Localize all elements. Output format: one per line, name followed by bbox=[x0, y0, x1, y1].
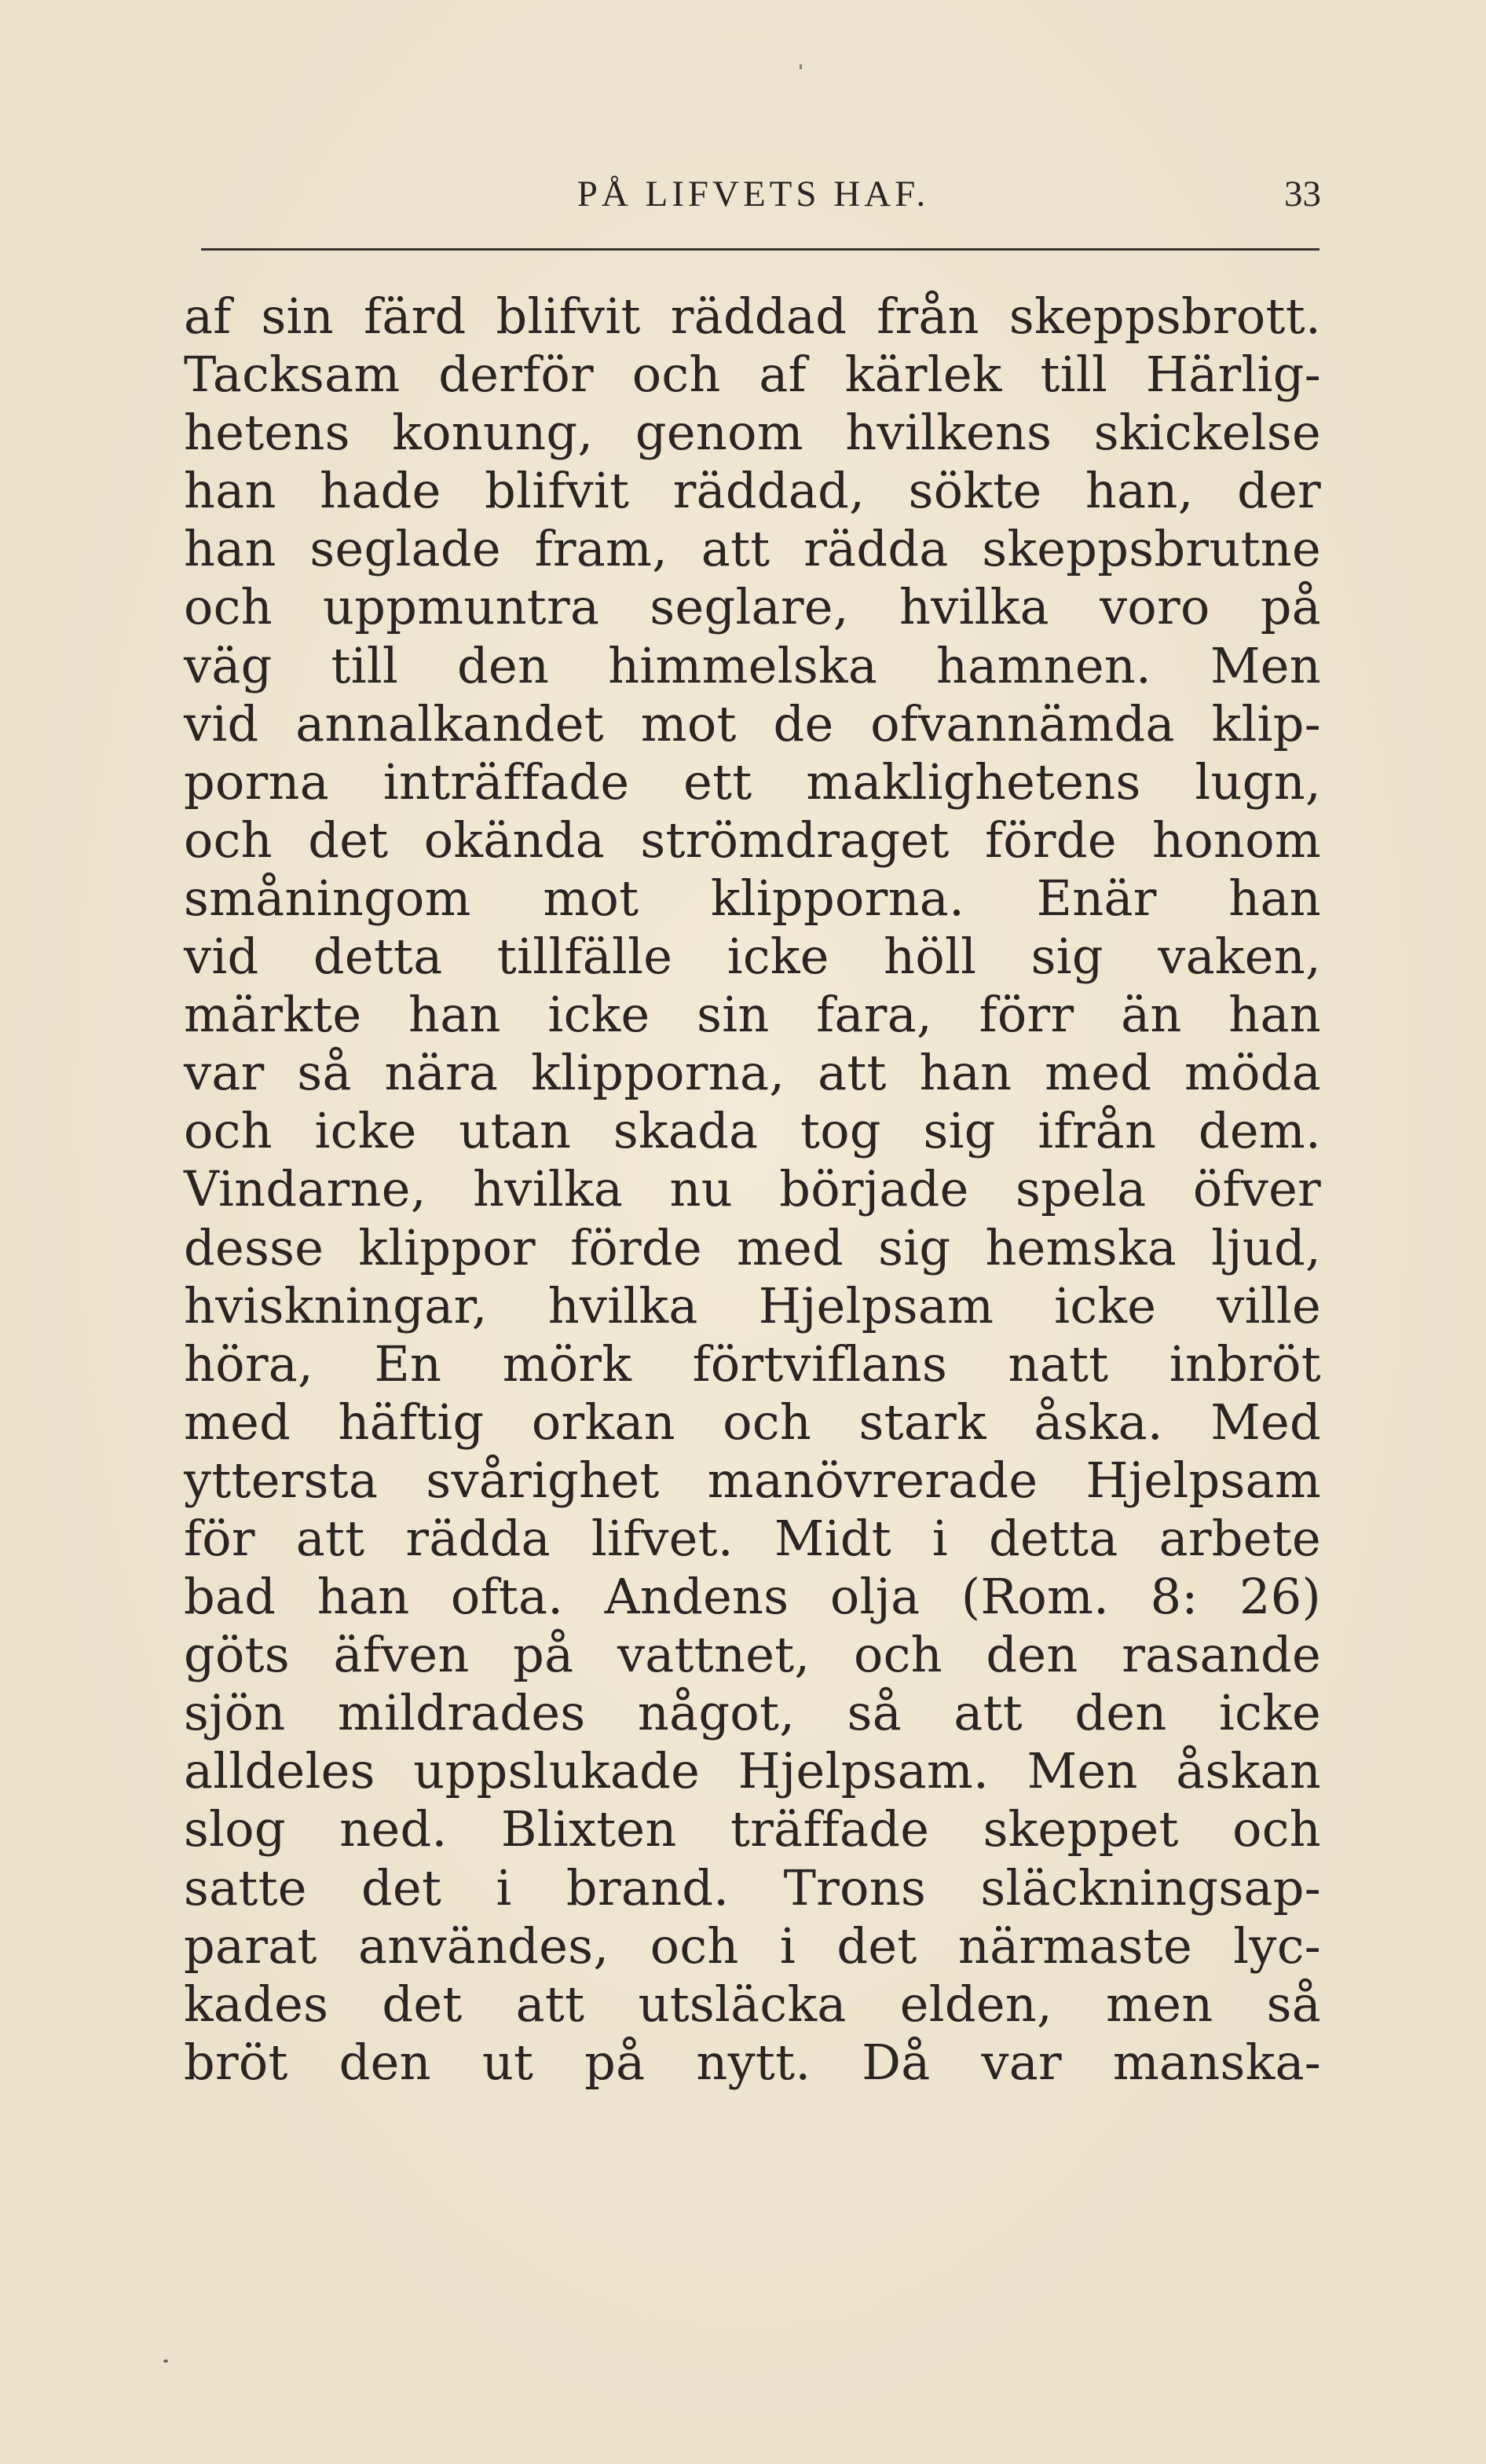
text-line: alldeles uppslukade Hjelpsam. Men åskan bbox=[184, 1742, 1321, 1800]
text-line: märkte han icke sin fara, förr än han bbox=[184, 986, 1321, 1044]
text-line: vid detta tillfälle icke höll sig vaken, bbox=[184, 928, 1321, 986]
header-rule bbox=[201, 248, 1319, 251]
text-line: kades det att utsläcka elden, men så bbox=[184, 1975, 1321, 2033]
text-line: och det okända strömdraget förde honom bbox=[184, 811, 1321, 869]
paper-speck bbox=[800, 64, 802, 69]
text-line: småningom mot klipporna. Enär han bbox=[184, 869, 1321, 927]
text-line: yttersta svårighet manövrerade Hjelpsam bbox=[184, 1451, 1321, 1509]
text-line: med häftig orkan och stark åska. Med bbox=[184, 1393, 1321, 1451]
text-line: han seglade fram, att rädda skeppsbrutne bbox=[184, 520, 1321, 578]
page-header bbox=[185, 167, 1321, 222]
text-line: väg till den himmelska hamnen. Men bbox=[184, 636, 1321, 694]
text-line: hetens konung, genom hvilkens skickelse bbox=[184, 404, 1321, 462]
text-line: han hade blifvit räddad, sökte han, der bbox=[184, 462, 1321, 520]
text-line: bröt den ut på nytt. Då var manska- bbox=[184, 2033, 1321, 2091]
text-line: hviskningar, hvilka Hjelpsam icke ville bbox=[184, 1276, 1321, 1335]
text-line: var så nära klipporna, att han med möda bbox=[184, 1044, 1321, 1102]
text-line: höra, En mörk förtviflans natt inbröt bbox=[184, 1335, 1321, 1393]
text-line: parat användes, och i det närmaste lyc- bbox=[184, 1917, 1321, 1975]
text-line: och icke utan skada tog sig ifrån dem. bbox=[184, 1102, 1321, 1160]
text-line: Tacksam derför och af kärlek till Härlig- bbox=[184, 346, 1321, 404]
text-line: göts äfven på vattnet, och den rasande bbox=[184, 1626, 1321, 1684]
paper-speck bbox=[163, 2360, 168, 2363]
text-line: satte det i brand. Trons släckningsap- bbox=[184, 1858, 1321, 1917]
body-text bbox=[184, 287, 1321, 2092]
text-line: slog ned. Blixten träffade skeppet och bbox=[184, 1800, 1321, 1858]
text-line: vid annalkandet mot de ofvannämda klip- bbox=[184, 694, 1321, 752]
running-title: PÅ LIFVETS HAF. bbox=[576, 174, 930, 214]
text-line: af sin färd blifvit räddad från skeppsbrott. bbox=[184, 287, 1321, 345]
text-line: Vindarne, hvilka nu började spela öfver bbox=[184, 1160, 1321, 1218]
text-line: bad han ofta. Andens olja (Rom. 8: 26) bbox=[184, 1568, 1321, 1626]
text-line: och uppmuntra seglare, hvilka voro på bbox=[184, 578, 1321, 636]
text-line: för att rädda lifvet. Midt i detta arbete bbox=[184, 1509, 1321, 1567]
text-line: desse klippor förde med sig hemska ljud, bbox=[184, 1218, 1321, 1276]
page-number: 33 bbox=[1284, 174, 1321, 214]
text-line: porna inträffade ett maklighetens lugn, bbox=[184, 752, 1321, 811]
text-line: sjön mildrades något, så att den icke bbox=[184, 1684, 1321, 1742]
